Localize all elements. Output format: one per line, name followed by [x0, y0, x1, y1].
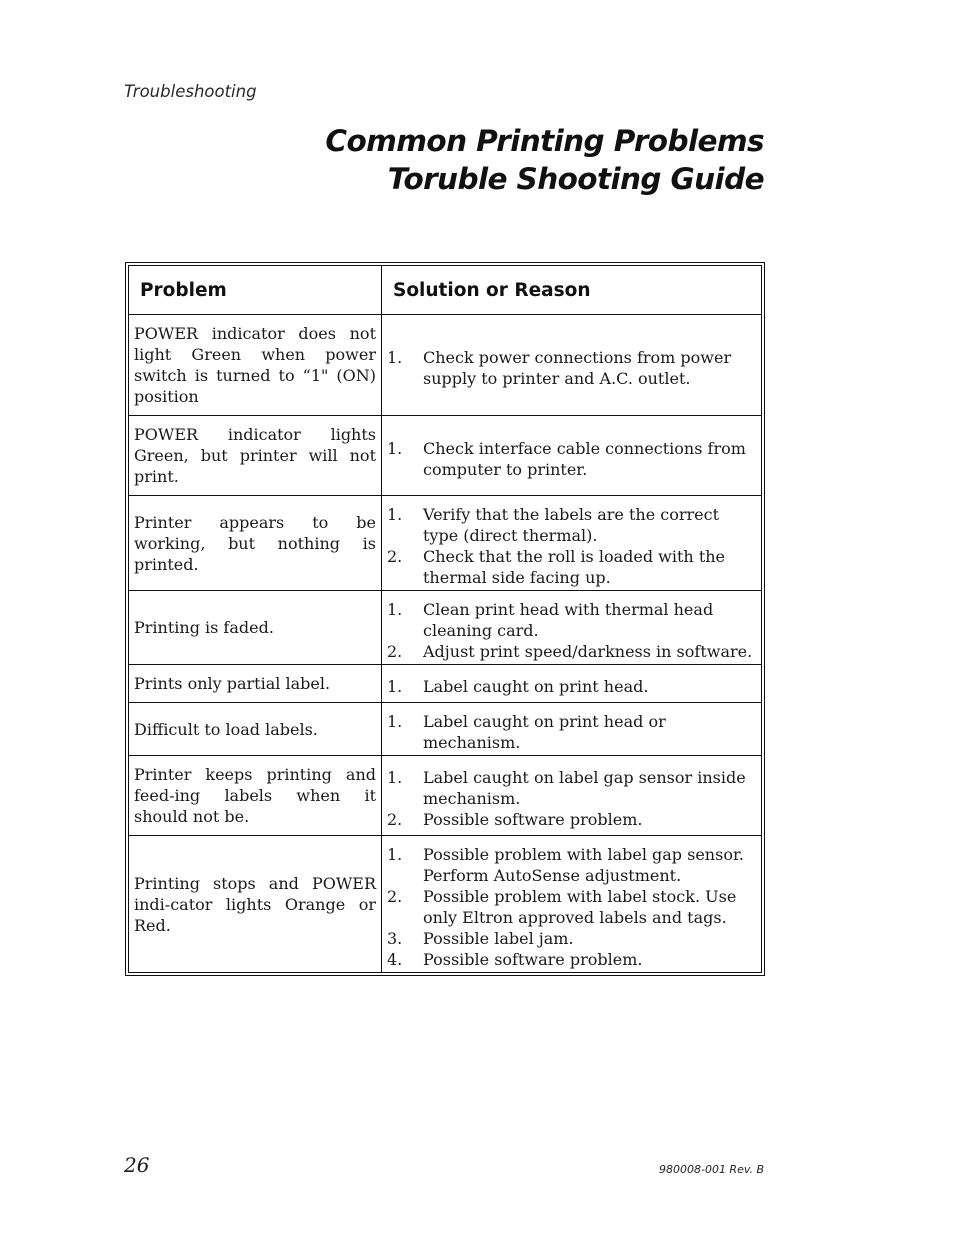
solution-number: 1.: [387, 505, 403, 524]
solution-text: Check that the roll is loaded with the thermal side facing up.: [423, 547, 726, 587]
table-row: [129, 496, 762, 591]
solution-text: Label caught on print head.: [423, 677, 649, 696]
solution-cell: [382, 665, 762, 703]
solution-text: Possible software problem.: [423, 950, 643, 969]
problem-cell: Difficult to load labels.: [129, 703, 382, 756]
solution-number: 1.: [387, 677, 403, 696]
solution-number: 3.: [387, 929, 403, 948]
solution-text: Verify that the labels are the correct type (direct thermal).: [423, 505, 720, 545]
table-row: [129, 756, 762, 836]
solution-cell: [382, 315, 762, 416]
solution-item: [387, 676, 755, 697]
solution-text: Possible software problem.: [423, 810, 643, 829]
solution-item: [387, 928, 755, 949]
problem-cell: Prints only partial label.: [129, 665, 382, 703]
solution-number: 2.: [387, 547, 403, 566]
solution-cell: [382, 703, 762, 756]
solution-text: Possible problem with label gap sensor. Perform AutoSense adjustment.: [423, 845, 744, 885]
solution-cell: [382, 591, 762, 665]
solution-text: Possible label jam.: [423, 929, 574, 948]
running-head: Troubleshooting: [124, 82, 257, 101]
page-title: [325, 122, 764, 198]
problem-cell: POWER indicator does not light Green when power switch is turned to “1" (ON) position: [129, 315, 382, 416]
solution-item: [387, 886, 755, 928]
solution-cell: [382, 836, 762, 973]
table-row: [129, 416, 762, 496]
table-row: [129, 665, 762, 703]
solution-number: 1.: [387, 768, 403, 787]
table-row: [129, 591, 762, 665]
solution-item: [387, 844, 755, 886]
header-problem: Problem: [129, 266, 382, 315]
page-number: 26: [124, 1153, 150, 1177]
problem-cell: Printer appears to be working, but nothing is printed.: [129, 496, 382, 591]
solution-item: [387, 347, 755, 389]
page-title-line-2: Toruble Shooting Guide: [387, 162, 764, 196]
solution-item: [387, 438, 755, 480]
solution-item: [387, 809, 755, 830]
solution-number: 2.: [387, 642, 403, 661]
solution-number: 4.: [387, 950, 403, 969]
table-header-row: [129, 266, 762, 315]
solution-cell: [382, 416, 762, 496]
solution-item: [387, 641, 755, 662]
solution-text: Possible problem with label stock. Use only Eltron approved labels and tags.: [423, 887, 737, 927]
problem-cell: Printing stops and POWER indi-cator lights Orange or Red.: [129, 836, 382, 973]
problem-cell: Printer keeps printing and feed-ing labels when it should not be.: [129, 756, 382, 836]
solution-item: [387, 949, 755, 970]
solution-item: [387, 767, 755, 809]
solution-item: [387, 546, 755, 588]
table-row: [129, 703, 762, 756]
solution-text: Adjust print speed/darkness in software.: [423, 642, 753, 661]
solution-item: [387, 711, 755, 753]
problem-cell: POWER indicator lights Green, but printer will not print.: [129, 416, 382, 496]
solution-number: 1.: [387, 600, 403, 619]
solution-text: Check power connections from power supply to printer and A.C. outlet.: [423, 348, 732, 388]
solution-item: [387, 504, 755, 546]
troubleshooting-table: [128, 265, 762, 973]
solution-text: Check interface cable connections from computer to printer.: [423, 438, 746, 479]
table-body: [129, 315, 762, 973]
solution-item: [387, 599, 755, 641]
solution-number: 2.: [387, 887, 403, 906]
table-row: [129, 315, 762, 416]
header-solution: Solution or Reason: [382, 266, 762, 315]
solution-text: Clean print head with thermal head cleaning card.: [423, 600, 714, 640]
solution-number: 1.: [387, 348, 403, 367]
solution-number: 1.: [387, 712, 403, 731]
solution-number: 1.: [387, 845, 403, 864]
table-row: [129, 836, 762, 973]
page-title-line-1: Common Printing Problems: [325, 124, 764, 158]
solution-number: 1.: [387, 438, 403, 458]
solution-number: 2.: [387, 810, 403, 829]
problem-cell: Printing is faded.: [129, 591, 382, 665]
document-revision: 980008-001 Rev. B: [658, 1163, 764, 1176]
solution-text: Label caught on label gap sensor inside mechanism.: [423, 768, 746, 808]
solution-cell: [382, 496, 762, 591]
solution-cell: [382, 756, 762, 836]
troubleshooting-table-frame: [125, 262, 765, 976]
solution-text: Label caught on print head or mechanism.: [423, 712, 666, 752]
